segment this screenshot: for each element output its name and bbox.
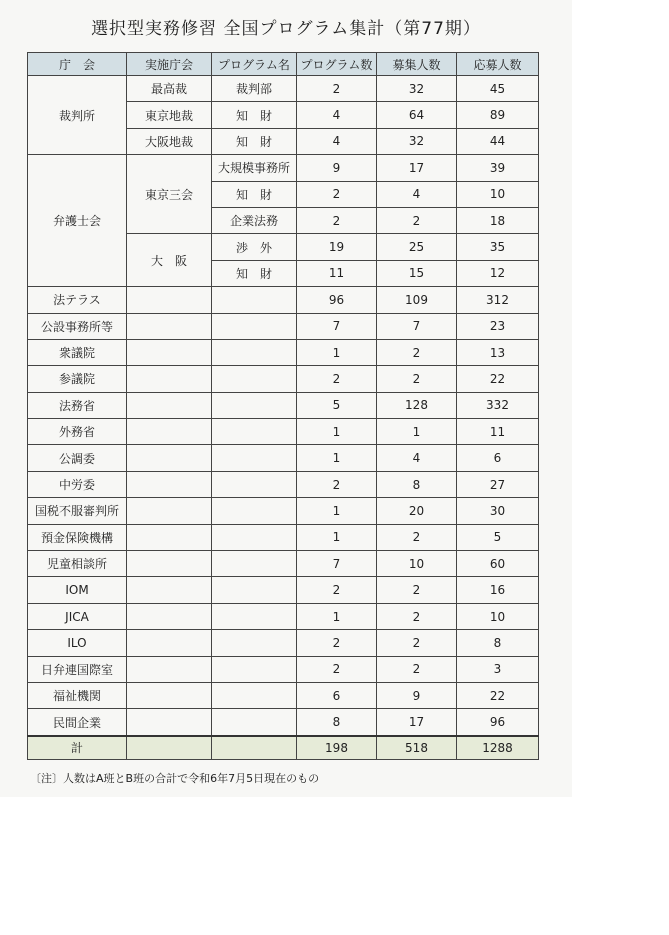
capacity-cell: 17 [377,709,457,736]
table-row [28,498,539,524]
capacity-cell: 8 [377,471,457,497]
capacity-cell: 1 [377,419,457,445]
table-row [28,524,539,550]
applicants-cell: 332 [457,392,539,418]
program-cell [212,656,297,682]
count-cell: 4 [297,128,377,154]
count-cell: 2 [297,630,377,656]
count-cell: 2 [297,471,377,497]
agency-cell [127,524,212,550]
capacity-cell: 2 [377,603,457,629]
applicants-cell: 30 [457,498,539,524]
applicants-cell: 44 [457,128,539,154]
applicants-cell: 89 [457,102,539,128]
agency-cell [127,656,212,682]
program-cell [212,419,297,445]
program-cell [212,471,297,497]
agency-cell: 東京地裁 [127,102,212,128]
applicants-cell: 6 [457,445,539,471]
program-cell [212,603,297,629]
program-cell: 企業法務 [212,207,297,233]
count-cell: 1 [297,498,377,524]
applicants-cell: 27 [457,471,539,497]
count-cell: 7 [297,551,377,577]
count-cell: 1 [297,419,377,445]
capacity-cell: 25 [377,234,457,260]
applicants-cell: 16 [457,577,539,603]
count-cell: 7 [297,313,377,339]
capacity-cell: 15 [377,260,457,286]
total-applicants: 1288 [457,736,539,760]
count-cell: 1 [297,339,377,365]
count-cell: 5 [297,392,377,418]
table-header-row [28,53,539,76]
capacity-cell: 4 [377,181,457,207]
applicants-cell: 35 [457,234,539,260]
program-cell: 知 財 [212,181,297,207]
table-row [28,603,539,629]
agency-cell [127,471,212,497]
org-cell: 法務省 [28,392,127,418]
program-cell [212,498,297,524]
program-cell [212,313,297,339]
table-row [28,313,539,339]
table-row [28,366,539,392]
table-row [28,656,539,682]
agency-cell [127,287,212,313]
table-row [28,577,539,603]
total-capacity: 518 [377,736,457,760]
table-row [28,682,539,708]
org-cell: IOM [28,577,127,603]
table-row [28,709,539,736]
total-count: 198 [297,736,377,760]
org-cell: 福祉機関 [28,682,127,708]
agency-cell [127,709,212,736]
applicants-cell: 10 [457,603,539,629]
agency-cell [127,577,212,603]
footnote: 〔注〕人数はA班とB班の合計で令和6年7月5日現在のもの [30,772,320,785]
table-row [28,419,539,445]
count-cell: 11 [297,260,377,286]
capacity-cell: 2 [377,339,457,365]
capacity-cell: 64 [377,102,457,128]
program-cell [212,551,297,577]
program-summary-table [27,52,539,760]
applicants-cell: 23 [457,313,539,339]
table-row [28,76,539,102]
applicants-cell: 60 [457,551,539,577]
capacity-cell: 2 [377,366,457,392]
applicants-cell: 96 [457,709,539,736]
count-cell: 19 [297,234,377,260]
capacity-cell: 20 [377,498,457,524]
table-row [28,471,539,497]
org-cell: 外務省 [28,419,127,445]
org-cell: 衆議院 [28,339,127,365]
applicants-cell: 10 [457,181,539,207]
table-row [28,287,539,313]
org-bar-association: 弁護士会 [28,155,127,287]
agency-cell [127,682,212,708]
total-agency-empty [127,736,212,760]
org-cell: 参議院 [28,366,127,392]
org-cell: 中労委 [28,471,127,497]
org-cell: 法テラス [28,287,127,313]
count-cell: 2 [297,656,377,682]
capacity-cell: 4 [377,445,457,471]
program-cell: 渉 外 [212,234,297,260]
agency-cell [127,603,212,629]
count-cell: 2 [297,76,377,102]
count-cell: 1 [297,524,377,550]
total-label: 計 [28,736,127,760]
applicants-cell: 12 [457,260,539,286]
agency-osaka: 大 阪 [127,234,212,287]
count-cell: 6 [297,682,377,708]
header-applicants: 応募人数 [457,53,539,76]
capacity-cell: 9 [377,682,457,708]
applicants-cell: 11 [457,419,539,445]
agency-cell [127,392,212,418]
capacity-cell: 7 [377,313,457,339]
applicants-cell: 22 [457,682,539,708]
capacity-cell: 2 [377,656,457,682]
program-cell [212,339,297,365]
applicants-cell: 5 [457,524,539,550]
capacity-cell: 32 [377,76,457,102]
agency-cell [127,498,212,524]
capacity-cell: 2 [377,630,457,656]
header-agency: 実施庁会 [127,53,212,76]
other-organizations [28,287,539,736]
agency-cell [127,630,212,656]
table-row [28,155,539,181]
org-cell: ILO [28,630,127,656]
agency-cell [127,419,212,445]
capacity-cell: 109 [377,287,457,313]
applicants-cell: 18 [457,207,539,233]
program-cell: 知 財 [212,102,297,128]
org-cell: 預金保険機構 [28,524,127,550]
applicants-cell: 39 [457,155,539,181]
org-cell: 児童相談所 [28,551,127,577]
program-cell: 知 財 [212,128,297,154]
count-cell: 2 [297,577,377,603]
table-row [28,339,539,365]
program-cell [212,524,297,550]
program-cell [212,445,297,471]
agency-cell: 大阪地裁 [127,128,212,154]
header-program-count: プログラム数 [297,53,377,76]
program-cell [212,287,297,313]
program-cell [212,682,297,708]
table-row [28,445,539,471]
program-cell: 知 財 [212,260,297,286]
org-cell: 国税不服審判所 [28,498,127,524]
program-cell [212,392,297,418]
capacity-cell: 128 [377,392,457,418]
program-cell: 裁判部 [212,76,297,102]
count-cell: 2 [297,366,377,392]
document-title: 選択型実務修習 全国プログラム集計（第77期） [91,19,481,39]
table-row [28,392,539,418]
count-cell: 4 [297,102,377,128]
table-row [28,551,539,577]
count-cell: 8 [297,709,377,736]
capacity-cell: 2 [377,524,457,550]
count-cell: 1 [297,445,377,471]
org-cell: 公調委 [28,445,127,471]
applicants-cell: 22 [457,366,539,392]
capacity-cell: 17 [377,155,457,181]
total-row [28,736,539,760]
applicants-cell: 3 [457,656,539,682]
agency-cell [127,366,212,392]
count-cell: 2 [297,207,377,233]
total-program-empty [212,736,297,760]
program-cell [212,366,297,392]
program-cell [212,630,297,656]
agency-cell [127,551,212,577]
capacity-cell: 32 [377,128,457,154]
count-cell: 2 [297,181,377,207]
capacity-cell: 2 [377,577,457,603]
org-cell: JICA [28,603,127,629]
count-cell: 1 [297,603,377,629]
org-cell: 民間企業 [28,709,127,736]
applicants-cell: 13 [457,339,539,365]
header-program-name: プログラム名 [212,53,297,76]
applicants-cell: 45 [457,76,539,102]
capacity-cell: 10 [377,551,457,577]
count-cell: 96 [297,287,377,313]
agency-tokyo: 東京三会 [127,155,212,234]
header-organization: 庁 会 [28,53,127,76]
applicants-cell: 312 [457,287,539,313]
agency-cell [127,445,212,471]
capacity-cell: 2 [377,207,457,233]
count-cell: 9 [297,155,377,181]
org-cell: 日弁連国際室 [28,656,127,682]
table-row [28,630,539,656]
org-court: 裁判所 [28,76,127,155]
applicants-cell: 8 [457,630,539,656]
agency-cell [127,339,212,365]
program-cell [212,577,297,603]
agency-cell [127,313,212,339]
org-cell: 公設事務所等 [28,313,127,339]
program-cell [212,709,297,736]
program-cell: 大規模事務所 [212,155,297,181]
agency-cell: 最高裁 [127,76,212,102]
header-capacity: 募集人数 [377,53,457,76]
